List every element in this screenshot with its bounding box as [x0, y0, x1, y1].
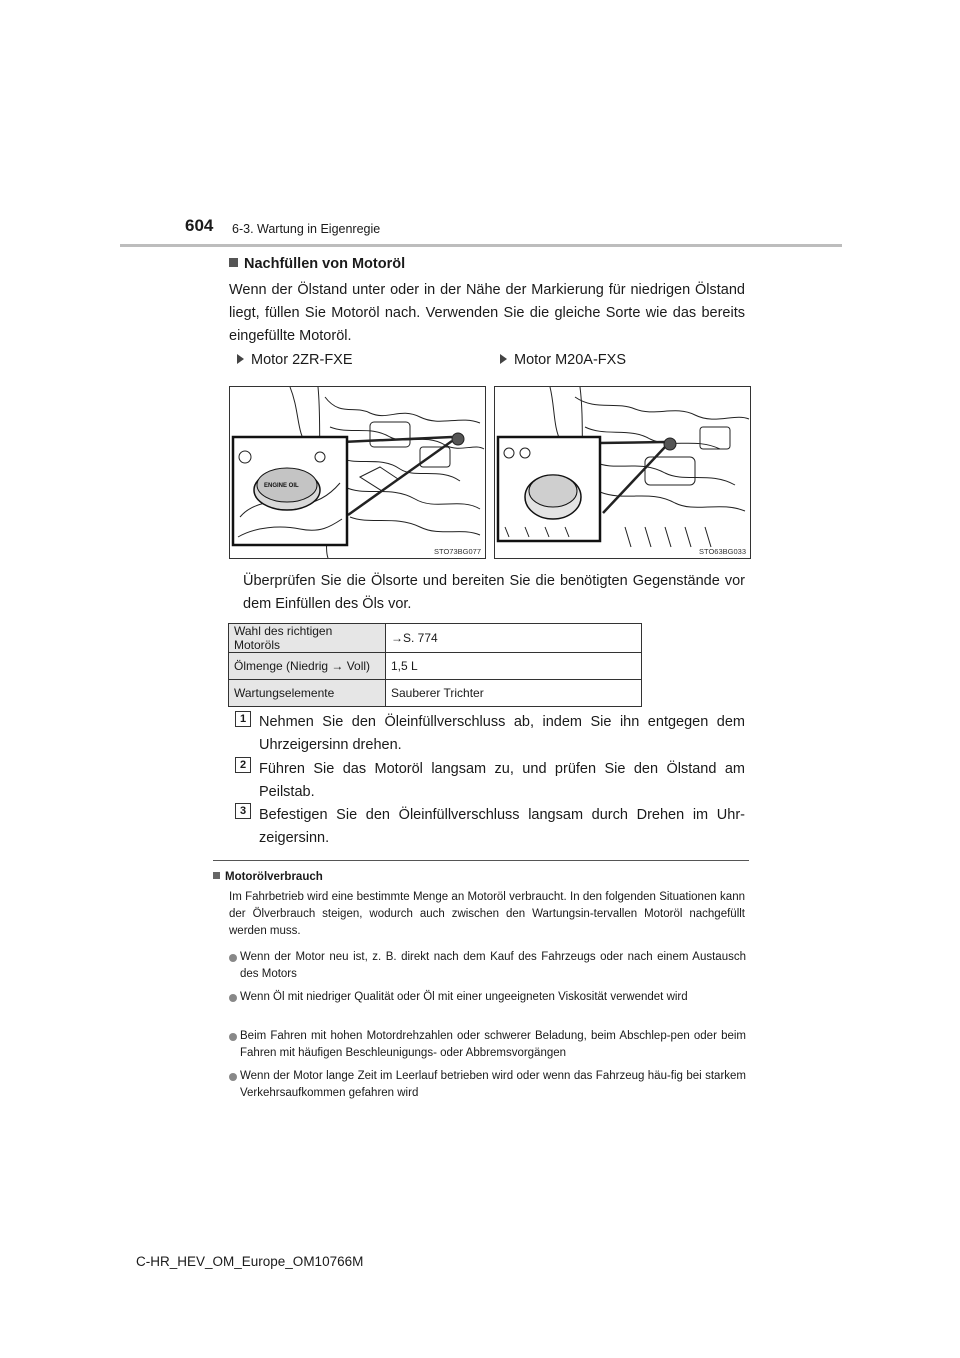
circle-bullet-icon [229, 994, 237, 1002]
note-divider [213, 860, 749, 861]
document-id: C-HR_HEV_OM_Europe_OM10766M [136, 1254, 364, 1269]
section-title: 6-3. Wartung in Eigenregie [232, 222, 381, 236]
triangle-bullet-icon [237, 354, 244, 364]
list-item: Wenn Öl mit niedriger Qualität oder Öl mit einer ungeeigneten Viskosität verwendet wird [240, 991, 688, 1003]
figure-code: STO63BG033 [699, 547, 746, 556]
check-paragraph: Überprüfen Sie die Ölsorte und bereiten Sie die benötigten Gegenstände vor dem Einfüllen des Öls vor. [243, 573, 745, 612]
table-row [229, 624, 642, 653]
step-number-box: 3 [235, 803, 251, 819]
intro-paragraph: Wenn der Ölstand unter oder in der Nähe der Markierung für niedrigen Ölstand liegt, füllen Sie Motoröl nach. Verwenden Sie die gleiche Sorte wie das bereits eingefüllte Motoröl. [229, 282, 745, 344]
table-label: Wartungselemente [229, 680, 386, 707]
table-label: Ölmenge (Niedrig → Voll) [229, 653, 386, 680]
list-item: Wenn der Motor lange Zeit im Leerlauf betrieben wird oder wenn das Fahrzeug häu-fig bei starkem Verkehrsaufkommen gefahren wird [240, 1070, 746, 1099]
figure-code: STO73BG077 [434, 547, 481, 556]
list-item: Wenn der Motor neu ist, z. B. direkt nach dem Kauf des Fahrzeugs oder nach einem Austausch des Motors [240, 951, 746, 980]
engine-figure-2zr-fxe [229, 386, 486, 559]
figure-caption-left: Motor 2ZR-FXE [237, 352, 353, 368]
step-text: Nehmen Sie den Öleinfüllverschluss ab, indem Sie ihn entgegen dem Uhrzeigersinn drehen. [259, 714, 745, 753]
section-heading [229, 256, 405, 272]
table-row [229, 680, 642, 707]
table-label: Wahl des richtigen Motoröls [229, 624, 386, 653]
table-value: →S. 774 [386, 624, 642, 653]
oil-cap-label: ENGINE OIL [264, 483, 299, 489]
table-row [229, 653, 642, 680]
engine-illustration [230, 387, 485, 558]
circle-bullet-icon [229, 954, 237, 962]
circle-bullet-icon [229, 1073, 237, 1081]
step-text: Führen Sie das Motoröl langsam zu, und prüfen Sie den Ölstand am Peilstab. [259, 761, 745, 800]
step-text: Befestigen Sie den Öleinfüllverschluss langsam durch Drehen im Uhr-zeigersinn. [259, 807, 745, 846]
triangle-bullet-icon [500, 354, 507, 364]
spec-table [228, 623, 642, 707]
note-heading: Motorölverbrauch [213, 871, 323, 883]
figure-caption-right: Motor M20A-FXS [500, 352, 626, 368]
note-paragraph: Im Fahrbetrieb wird eine bestimmte Menge an Motoröl verbraucht. In den folgenden Situationen kann der Ölverbrauch steigen, wodurch auch zwischen den Wartungsin-tervallen Motoröl nachgefüllt werden muss. [229, 891, 745, 937]
list-item: Beim Fahren mit hohen Motordrehzahlen oder schwerer Beladung, beim Abschlep-pen oder beim Fahren mit häufigen Beschleunigungs- oder Abbremsvorgängen [240, 1030, 746, 1059]
section-heading-text: Nachfüllen von Motoröl [244, 256, 406, 272]
step-number-box: 2 [235, 757, 251, 773]
table-value: Sauberer Trichter [386, 680, 642, 707]
engine-figure-m20a-fxs [494, 386, 751, 559]
square-bullet-icon [229, 258, 238, 267]
square-bullet-icon [213, 872, 220, 879]
circle-bullet-icon [229, 1033, 237, 1041]
header-divider [120, 244, 842, 247]
page-number: 604 [185, 216, 214, 235]
engine-illustration [495, 387, 750, 558]
step-number-box: 1 [235, 711, 251, 727]
table-value: 1,5 L [386, 653, 642, 680]
